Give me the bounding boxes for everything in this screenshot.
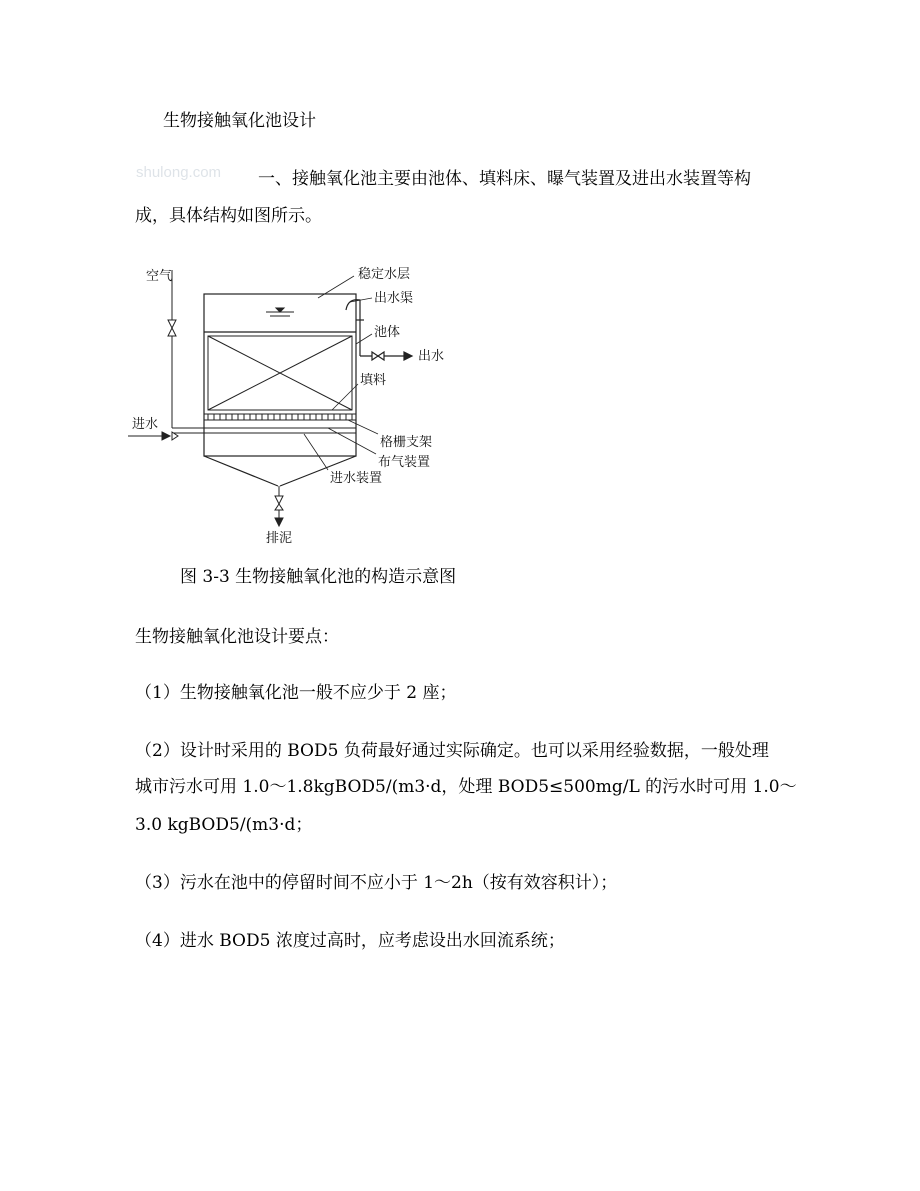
points-heading: 生物接触氧化池设计要点： bbox=[135, 627, 339, 647]
label-inlet-device: 进水装置 bbox=[330, 471, 383, 486]
label-sludge: 排泥 bbox=[266, 531, 293, 546]
contact-oxidation-tank-diagram bbox=[128, 258, 488, 550]
label-inlet: 进水 bbox=[132, 417, 159, 432]
label-aeration-device: 布气装置 bbox=[378, 455, 431, 470]
water-level-mark bbox=[266, 308, 294, 316]
point-2-line-3: 3.0 kgBOD5/(m3·d； bbox=[135, 815, 313, 835]
intro-line-2: 成，具体结构如图所示。 bbox=[135, 206, 322, 226]
point-2-line-2: 城市污水可用 1.0～1.8kgBOD5/(m3·d，处理 BOD5≤500mg/L 的污水时可用 1.0～ bbox=[135, 777, 797, 797]
label-outlet: 出水 bbox=[418, 349, 445, 364]
point-2-line-1: （2）设计时采用的 BOD5 负荷最好通过实际确定。也可以采用经验数据，一般处理 bbox=[135, 741, 769, 761]
label-air: 空气 bbox=[146, 269, 173, 284]
label-filler: 填料 bbox=[360, 373, 387, 388]
label-stable-water: 稳定水层 bbox=[358, 267, 411, 282]
page-title: 生物接触氧化池设计 bbox=[163, 111, 316, 131]
figure-caption: 图 3-3 生物接触氧化池的构造示意图 bbox=[180, 567, 457, 587]
label-tank-body: 池体 bbox=[374, 325, 401, 340]
tank-body bbox=[204, 294, 356, 486]
point-4: （4）进水 BOD5 浓度过高时，应考虑设出水回流系统； bbox=[135, 931, 565, 951]
point-3: （3）污水在池中的停留时间不应小于 1～2h（按有效容积计）； bbox=[135, 873, 618, 893]
label-grid-support: 格栅支架 bbox=[380, 435, 433, 450]
watermark: shulong.com bbox=[136, 164, 222, 181]
label-outlet-channel: 出水渠 bbox=[374, 291, 414, 306]
filler-bed bbox=[208, 336, 352, 410]
sludge-outlet bbox=[275, 486, 283, 526]
point-1: （1）生物接触氧化池一般不应少于 2 座； bbox=[135, 683, 457, 703]
grid-support bbox=[204, 414, 356, 420]
intro-line-1: 一、接触氧化池主要由池体、填料床、曝气装置及进出水装置等构 bbox=[258, 169, 751, 189]
inlet-arrow bbox=[128, 432, 178, 440]
